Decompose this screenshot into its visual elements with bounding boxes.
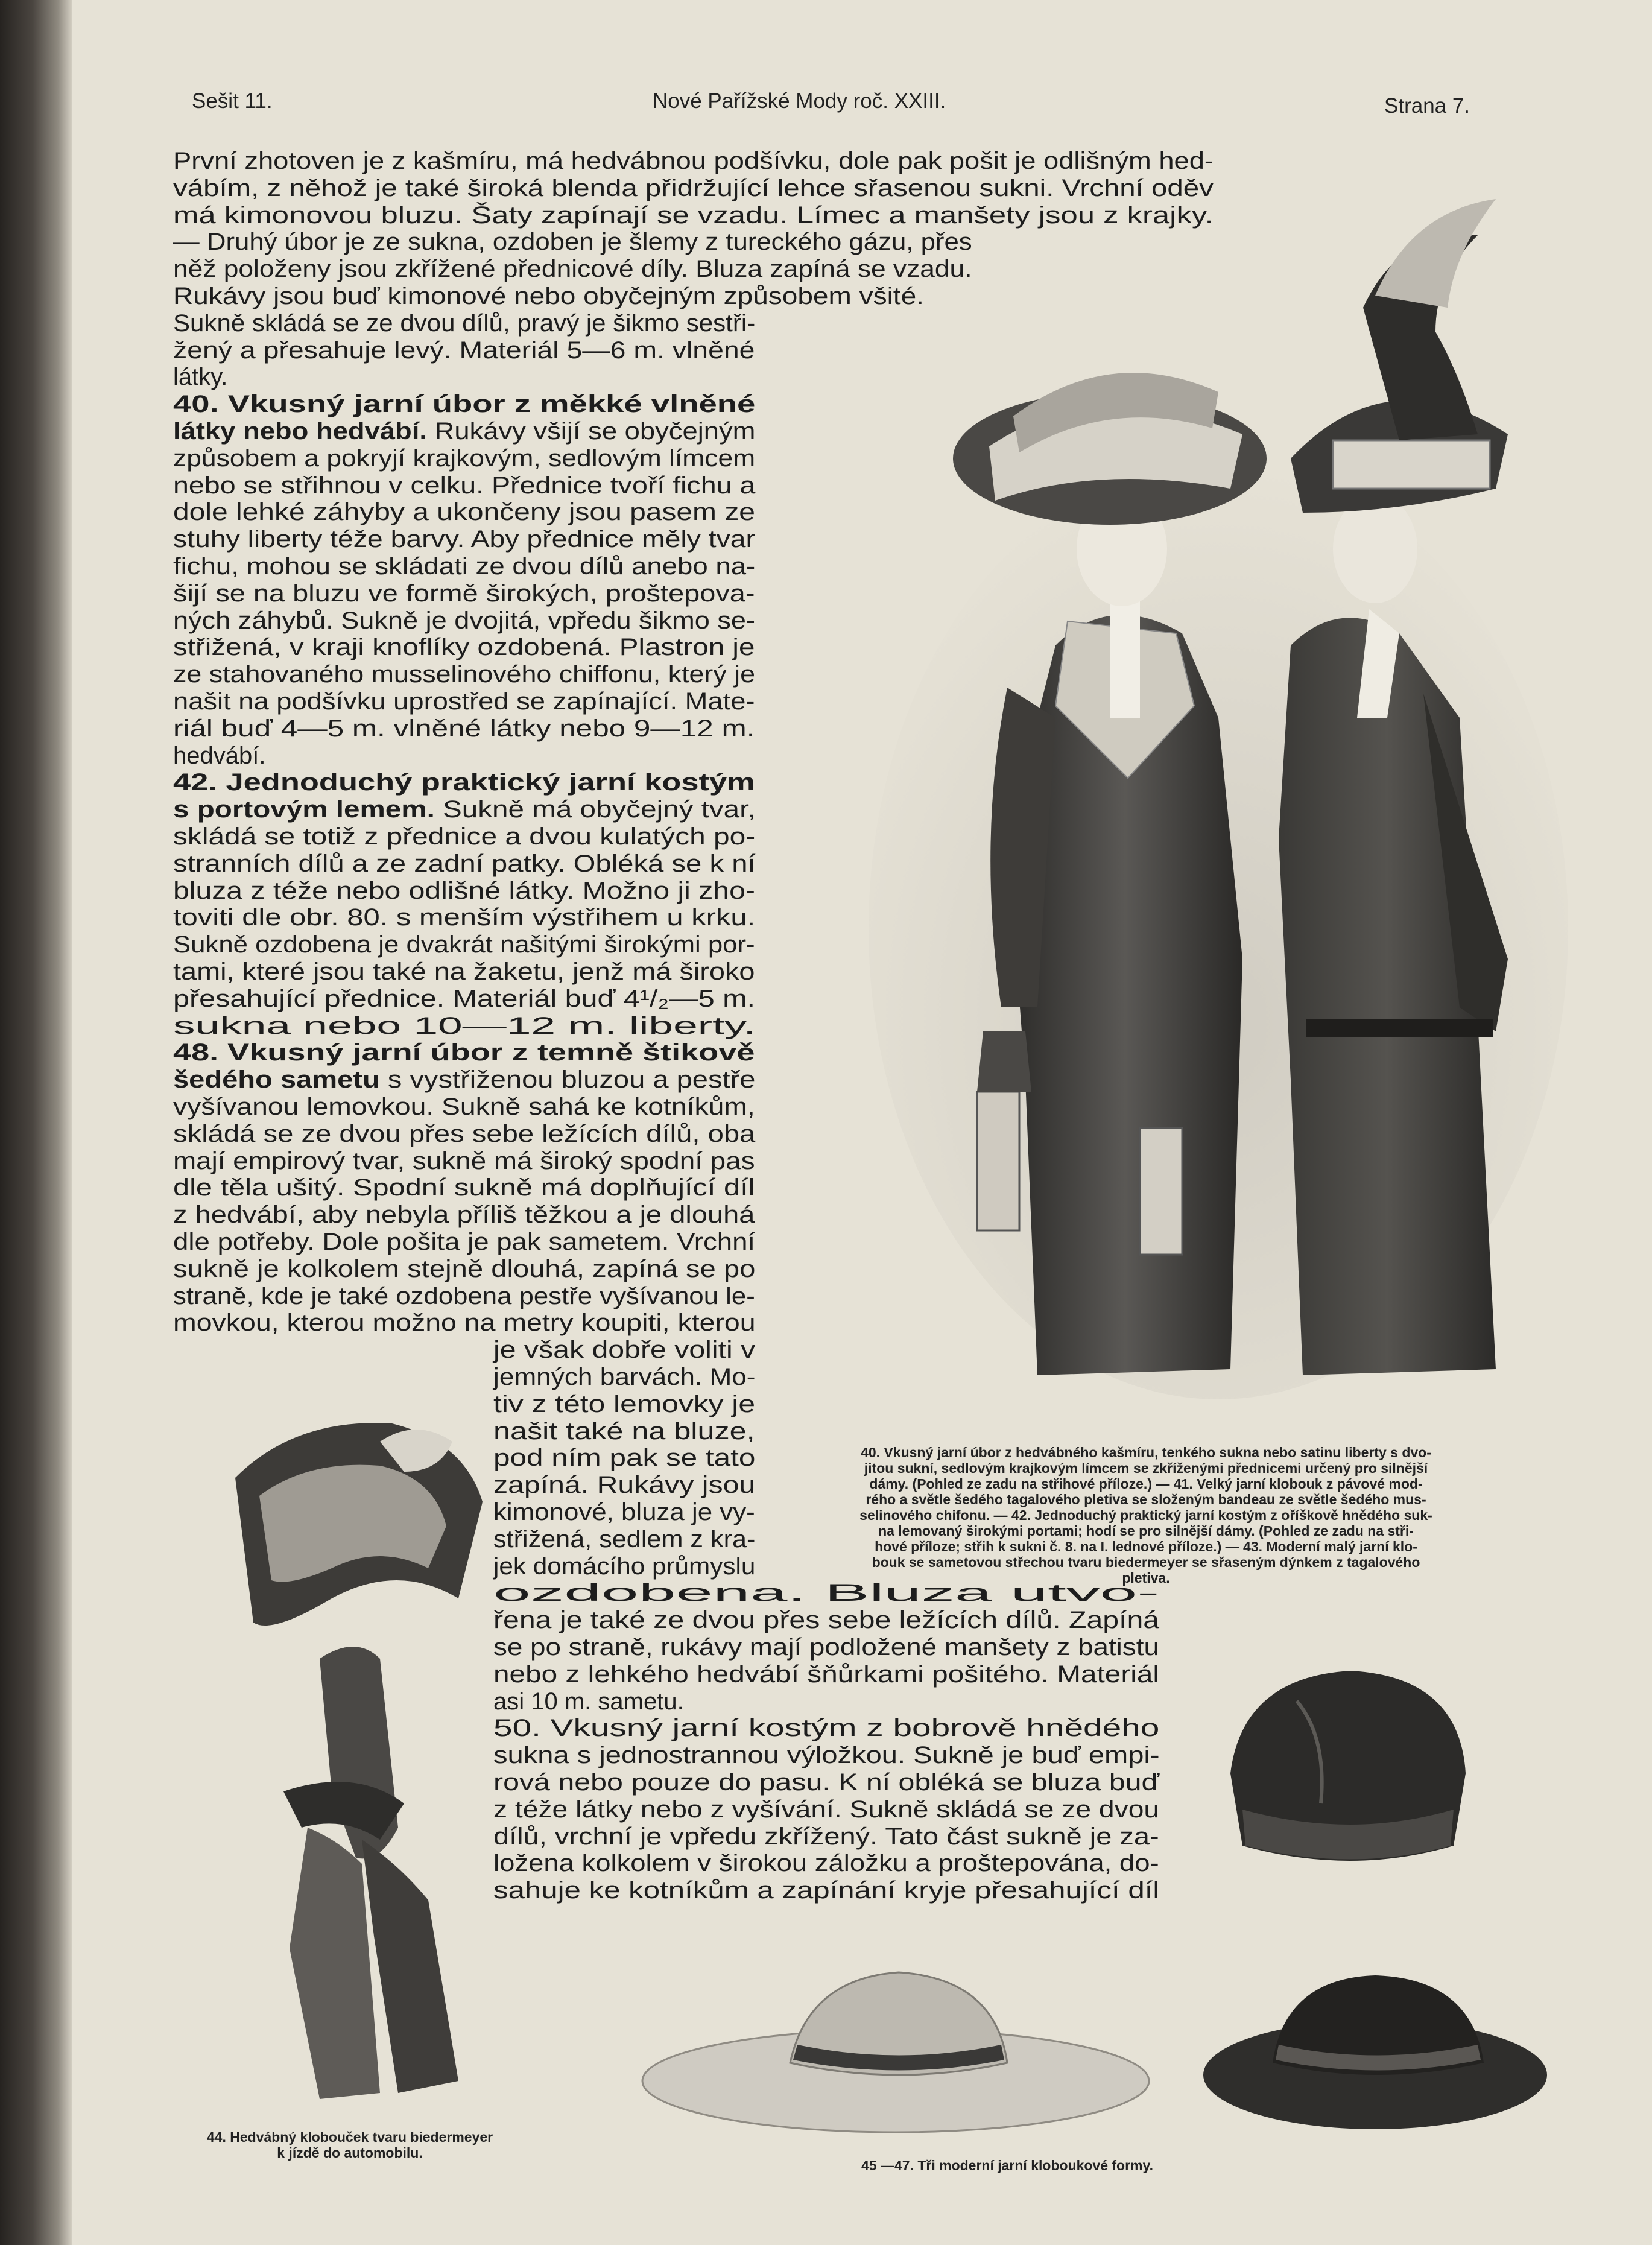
article-line: našit také na bluze, (493, 1417, 755, 1445)
hat-figure-47 (1200, 1972, 1550, 2135)
article-line: bluza z téže nebo odlišné látky. Možno ji zho- (173, 877, 755, 904)
hat-figure-45 (1206, 1665, 1484, 1894)
article-line: sukna nebo 10—12 m. liberty. (173, 1012, 756, 1039)
article-line: našit na podšívku uprostřed se zapínající. Mate- (173, 688, 755, 715)
article-line: něž položeny jsou zkřížené přednicové díly. Bluza zapíná se vzadu. (173, 256, 972, 283)
article-line: tiv z této lemovky je (493, 1390, 756, 1417)
caption-line: bouk se sametovou střechou tvaru biedermeyer se sřaseným dýnkem z tagalového (872, 1554, 1420, 1570)
article-line: z hedvábí, aby nebyla příliš těžkou a je dlouhá (173, 1202, 755, 1229)
article-line: má kimonovou bluzu. Šaty zapínají se vzadu. Límec a manšety jsou z krajky. (173, 201, 1214, 229)
article-line: střižená, sedlem z kra- (493, 1525, 756, 1553)
article-line: šedého sametu s vystřiženou bluzou a pestře (173, 1066, 756, 1094)
article-line: ných záhybů. Sukně je dvojitá, vpředu šikmo se- (173, 607, 755, 634)
caption-figures-45-47: 45 —47. Tři moderní jarní kloboukové formy. (861, 2158, 1153, 2173)
article-line: stranních dílů a ze zadní patky. Obléká se k ní (173, 850, 756, 877)
article-line: Sukně ozdobena je dvakrát našitými širokými por- (173, 931, 755, 958)
article-line: šijí se na bluzu ve formě širokých, proštepova- (173, 580, 755, 607)
article-line: movkou, kterou možno na metry koupiti, kterou (173, 1309, 756, 1337)
article-line: mají empirový tvar, sukně má široký spodní pas (173, 1147, 755, 1174)
article-line: skládá se ze dvou přes sebe ležících dílů, oba (173, 1120, 756, 1147)
article-line: ložena kolkolem v širokou záložku a proštepována, do- (493, 1850, 1159, 1877)
article-line: vábím, z něhož je také široká blenda přidržující lehce sřasenou sukni. Vrchní oděv (173, 174, 1214, 201)
article-line: jek domácího průmyslu (493, 1553, 756, 1580)
article-line: — Druhý úbor je ze sukna, ozdoben je šlemy z tureckého gázu, přes (173, 229, 972, 256)
article-line: zapíná. Rukávy jsou (493, 1472, 756, 1499)
article-line: asi 10 m. sametu. (493, 1688, 684, 1715)
article-line: dílů, vrchní je vpředu zkřížený. Tato část sukně je za- (493, 1823, 1159, 1850)
caption-line: pletiva. (1122, 1570, 1170, 1586)
article-line: První zhotoven je z kašmíru, má hedvábnou podšívku, dole pak pošit je odlišným hed- (173, 148, 1214, 174)
caption-figure-44-line: k jízdě do automobilu. (277, 2145, 423, 2161)
caption-figures-40-43 (778, 1445, 1514, 1586)
article-line: Sukně skládá se ze dvou dílů, pravý je šikmo sestři- (173, 309, 756, 337)
article-line: střižená, v kraji knoflíky ozdobená. Plastron je (173, 634, 755, 661)
caption-line: hové příloze; střih k sukni č. 8. na I. lednové příloze.) — 43. Moderní malý jarní klo- (875, 1539, 1417, 1554)
article-line: ozdobena. Bluza utvo- (493, 1580, 1160, 1607)
caption-line: na lemovaný širokými portami; hodí se pro silnější dámy. (Pohled ze zadu na stři- (878, 1523, 1414, 1539)
article-line: žený a přesahuje levý. Materiál 5—6 m. vlněné (173, 337, 755, 364)
article-line: s portovým lemem. Sukně má obyčejný tvar, (173, 796, 756, 823)
article-line: z téže látky nebo z vyšívání. Sukně skládá se ze dvou (493, 1796, 1160, 1823)
article-line: sukna s jednostrannou výložkou. Sukně je buď empi- (493, 1742, 1160, 1769)
bonnet-figure-44 (199, 1405, 513, 2105)
article-line: se po straně, rukávy mají podložené manšety z batistu (493, 1634, 1159, 1661)
caption-line: dámy. (Pohled ze zadu na střihové příloze.) — 41. Velký jarní klobouk z pávové mod- (869, 1476, 1423, 1492)
article-line: stuhy liberty téže barvy. Aby přednice měly tvar (173, 526, 755, 553)
article-line: řena je také ze dvou přes sebe ležících dílů. Zapíná (493, 1607, 1160, 1634)
article-line: dole lehké záhyby a ukončeny jsou pasem ze (173, 499, 755, 526)
book-binding-shadow (0, 0, 72, 2245)
article-line: rová nebo pouze do pasu. K ní obléká se bluza buď (493, 1769, 1160, 1796)
article-line: 40. Vkusný jarní úbor z měkké vlněné (173, 391, 756, 418)
article-line: dle potřeby. Dole pošita je pak sametem. Vrchní (173, 1229, 756, 1255)
article-line: je však dobře voliti v (493, 1337, 756, 1364)
article-line: látky. (173, 364, 228, 391)
article-line: sukně je kolkolem stejně dlouhá, zapíná se po (173, 1255, 756, 1282)
article-line: fichu, mohou se skládati ze dvou dílů anebo na- (173, 553, 756, 580)
article-line: vyšívanou lemovkou. Sukně sahá ke kotníkům, (173, 1094, 755, 1120)
header-title: Nové Pařížské Mody roč. XXIII. (653, 89, 946, 113)
caption-line: selinového chifonu. — 42. Jednoduchý praktický jarní kostým z oříškově hnědého suk- (859, 1507, 1432, 1523)
article-line: dle těla ušitý. Spodní sukně má doplňující díl (173, 1174, 755, 1202)
article-line: kimonové, bluza je vy- (493, 1499, 755, 1525)
article-line: ze stahovaného musselinového chiffonu, který je (173, 661, 756, 688)
article-line: nebo z lehkého hedvábí šňůrkami pošitého. Materiál (493, 1661, 1159, 1688)
article-line: způsobem a pokryjí krajkovým, sedlovým límcem (173, 445, 756, 472)
caption-line: 40. Vkusný jarní úbor z hedvábného kašmíru, tenkého sukna nebo satinu liberty s dvo- (861, 1445, 1431, 1460)
article-line: jemných barvách. Mo- (493, 1364, 756, 1390)
article-line: riál buď 4—5 m. vlněné látky nebo 9—12 m. (173, 715, 755, 742)
article-line: sahuje ke kotníkům a zapínání kryje přesahující díl (493, 1877, 1160, 1904)
article-line: skládá se totiž z přednice a dvou kulatých po- (173, 823, 756, 850)
article-line: 50. Vkusný jarní kostým z bobrově hnědého (493, 1715, 1160, 1742)
header-issue: Sešit 11. (192, 89, 273, 113)
caption-line: jitou sukní, sedlovým krajkovým límcem se zkříženými přednicemi určený pro silnější (864, 1460, 1428, 1476)
fashion-plate-figures-40-43 (856, 175, 1568, 1405)
article-line: přesahující přednice. Materiál buď 4¹/₂—5 m. (173, 985, 756, 1012)
article-line: toviti dle obr. 80. s menším výstřihem u krku. (173, 904, 756, 931)
header-page-number: Strana 7. (1384, 94, 1470, 118)
article-line: nebo se střihnou v celku. Přednice tvoří fichu a (173, 472, 756, 499)
caption-line: rého a světle šedého tagalového pletiva se složeným bandeau ze světle šedého mus- (866, 1492, 1426, 1507)
hat-figure-46 (639, 1960, 1152, 2135)
article-line: pod ním pak se tato (493, 1445, 756, 1472)
article-line: látky nebo hedvábí. Rukávy všijí se obyčejným (173, 418, 756, 445)
article-line: tami, které jsou také na žaketu, jenž má široko (173, 958, 755, 985)
article-line: hedvábí. (173, 742, 266, 769)
article-line: 42. Jednoduchý praktický jarní kostým (173, 769, 755, 796)
caption-figure-44 (163, 2129, 537, 2161)
article-line: Rukávy jsou buď kimonové nebo obyčejným způsobem všité. (173, 283, 924, 309)
caption-figure-44-line: 44. Hedvábný klobouček tvaru biedermeyer (206, 2129, 493, 2145)
article-line: 48. Vkusný jarní úbor z temně štikově (173, 1039, 755, 1066)
article-line: straně, kde je také ozdobena pestře vyšívanou le- (173, 1282, 755, 1309)
